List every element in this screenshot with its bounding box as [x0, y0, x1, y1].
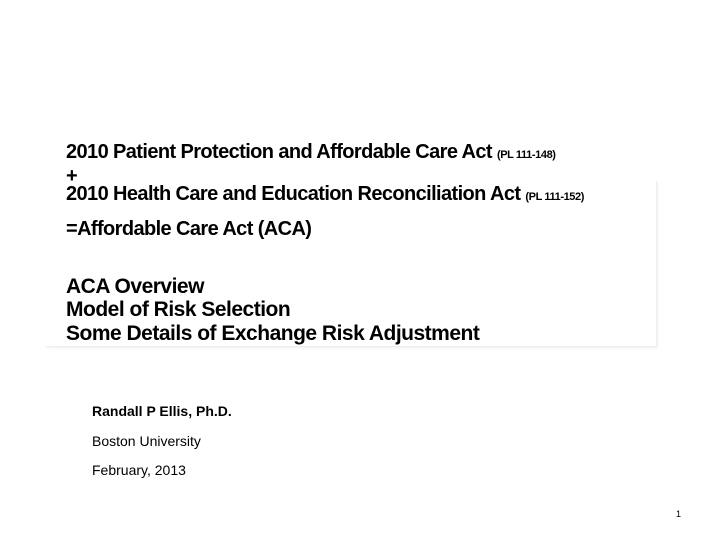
- page-number: 1: [676, 509, 682, 519]
- title-line-2-note: (PL 111-152): [525, 191, 585, 203]
- title-line-1-note: (PL 111-148): [496, 149, 556, 161]
- author-name: Randall P Ellis, Ph.D.: [92, 403, 232, 419]
- author-affiliation: Boston University: [92, 433, 201, 449]
- presentation-date: February, 2013: [92, 462, 186, 478]
- title-line-2-main: 2010 Health Care and Education Reconciliation Act: [66, 183, 521, 205]
- title-line-3: =Affordable Care Act (ACA): [66, 218, 312, 240]
- heading-risk-adjustment: Some Details of Exchange Risk Adjustment: [66, 322, 480, 345]
- title-line-1-main: 2010 Patient Protection and Affordable Care Act: [66, 141, 492, 163]
- title-line-1: [66, 141, 556, 164]
- title-plus: +: [66, 165, 78, 187]
- heading-aca-overview: ACA Overview: [66, 275, 204, 298]
- heading-risk-selection: Model of Risk Selection: [66, 298, 291, 321]
- title-line-2: [66, 183, 584, 206]
